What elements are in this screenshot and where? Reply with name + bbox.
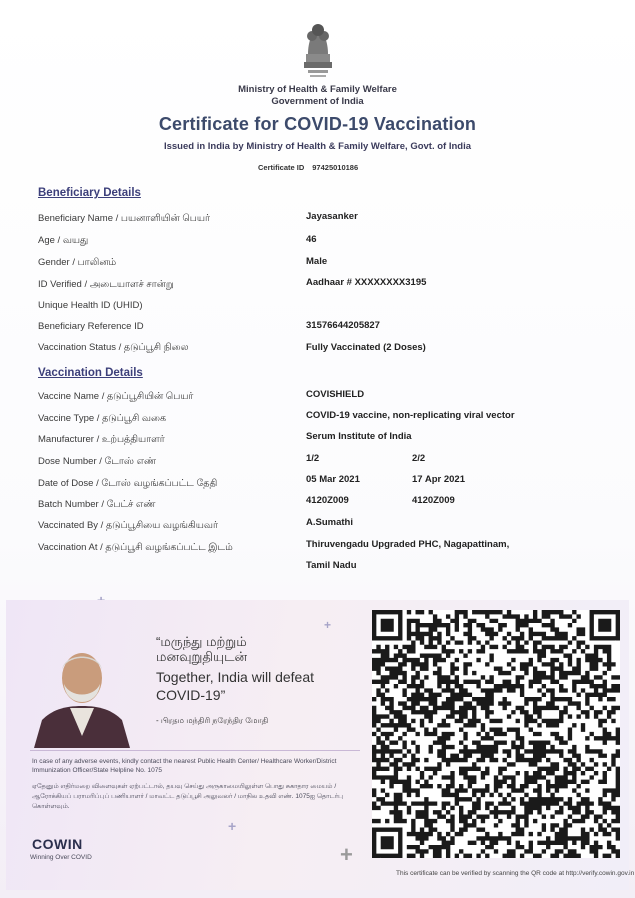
- vaccine-name-label: Vaccine Name / தடுப்பூசியின் பெயர்: [38, 391, 194, 402]
- reference-id-value: 31576644205827: [306, 320, 380, 331]
- date-of-dose-value-2: 17 Apr 2021: [412, 474, 465, 485]
- vaccine-name-value: COVISHIELD: [306, 389, 365, 400]
- vaccinated-by-value: A.Sumathi: [306, 517, 353, 528]
- vaccination-status-value: Fully Vaccinated (2 Doses): [306, 342, 426, 353]
- manufacturer-label: Manufacturer / உற்பத்தியாளர்: [38, 434, 165, 445]
- id-verified-label: ID Verified / அடையாளச் சான்று: [38, 279, 174, 290]
- quote-tamil-line1: “மருந்து மற்றும்: [156, 634, 247, 649]
- date-of-dose-label: Date of Dose / டோஸ் வழங்கப்பட்ட தேதி: [38, 478, 218, 489]
- vaccination-at-value: Thiruvengadu Upgraded PHC, Nagapattinam,: [306, 539, 510, 550]
- vaccination-details-heading: Vaccination Details: [38, 367, 143, 379]
- vaccine-type-label: Vaccine Type / தடுப்பூசி வகை: [38, 413, 167, 424]
- ministry-name: Ministry of Health & Family Welfare: [238, 84, 397, 95]
- certificate-id: [258, 163, 358, 172]
- age-value: 46: [306, 234, 317, 245]
- gender-value: Male: [306, 256, 328, 267]
- prime-minister-portrait: [34, 640, 130, 748]
- quote-tamil: [156, 634, 247, 664]
- dose-number-label: Dose Number / டோஸ் எண்: [38, 456, 157, 467]
- batch-number-value-2: 4120Z009: [412, 495, 455, 506]
- beneficiary-details-heading: Beneficiary Details: [38, 187, 141, 199]
- age-label: Age / வயது: [38, 235, 89, 246]
- manufacturer-value: Serum Institute of India: [306, 431, 412, 442]
- beneficiary-name-value: Jayasanker: [306, 211, 358, 222]
- national-emblem-icon: [300, 14, 336, 80]
- certificate-title: Certificate for COVID-19 Vaccination: [158, 114, 477, 134]
- banner-divider: [30, 750, 360, 751]
- beneficiary-name-label: Beneficiary Name / பயனாளியின் பெயர்: [38, 213, 210, 224]
- batch-number-value-1: 4120Z009: [306, 495, 349, 506]
- issued-by: Issued in India by Ministry of Health & Family Welfare, Govt. of India: [163, 141, 472, 152]
- vaccination-at-label: Vaccination At / தடுப்பூசி வழங்கப்பட்ட இடம்: [38, 542, 233, 553]
- quote-tamil-line2: மனவுறுதியுடன்: [156, 649, 248, 664]
- certificate-id-label: Certificate ID: [258, 163, 305, 172]
- batch-number-label: Batch Number / பேட்ச் எண்: [38, 499, 156, 510]
- dose-number-value-1: 1/2: [306, 453, 320, 464]
- plus-decoration-icon: +: [324, 618, 332, 632]
- quote-attribution: - பிரதம மந்திரி நரேந்திர மோதி: [156, 716, 269, 725]
- quote-english: Together, India will defeat COVID-19”: [156, 669, 314, 703]
- reference-id-label: Beneficiary Reference ID: [38, 321, 144, 332]
- vaccine-type-value: COVID-19 vaccine, non-replicating viral vector: [306, 410, 515, 421]
- uhid-label: Unique Health ID (UHID): [38, 300, 143, 311]
- certificate-id-value: 97425010186: [312, 163, 359, 172]
- government-name: Government of India: [271, 96, 364, 107]
- plus-decoration-icon: +: [340, 842, 353, 867]
- cowin-logo: COWIN: [32, 836, 83, 852]
- verification-qr-code[interactable]: [372, 610, 620, 858]
- date-of-dose-value-1: 05 Mar 2021: [306, 474, 360, 485]
- qr-modules: [372, 610, 620, 858]
- vaccinated-by-label: Vaccinated By / தடுப்பூசியை வழங்கியவர்: [38, 520, 218, 531]
- cowin-tagline: Winning Over COVID: [30, 854, 92, 861]
- awareness-banner: [6, 600, 635, 890]
- vaccination-at-value-line2: Tamil Nadu: [306, 560, 357, 571]
- dose-number-value-2: 2/2: [412, 453, 426, 464]
- plus-decoration-icon: +: [228, 818, 237, 834]
- adverse-events-note-tamil: ஏதேனும் எதிர்மறை விளைவுகள் ஏற்பட்டால், தயவு செய்து அருகாமையிலுள்ள பொது சுகாதார மையம் / ஆரோக்கியப் பராமரிப்புப் பணியாளர் / மாவட்ட தடுப்பூசி அலுவலர் / மாநில உதவி எண். 1075ஐ தொடர்பு கொள்ளவும்.: [32, 783, 343, 810]
- verification-text: This certificate can be verified by scanning the QR code at http://verify.cowin.gov.in: [396, 870, 635, 877]
- adverse-events-note: In case of any adverse events, kindly contact the nearest Public Health Center/ Healthcare Worker/District Immunization Officer/State Helpline No. 1075: [32, 758, 337, 774]
- vaccination-status-label: Vaccination Status / தடுப்பூசி நிலை: [38, 342, 189, 353]
- gender-label: Gender / பாலினம்: [38, 257, 117, 268]
- id-verified-value: Aadhaar # XXXXXXXX3195: [306, 277, 427, 288]
